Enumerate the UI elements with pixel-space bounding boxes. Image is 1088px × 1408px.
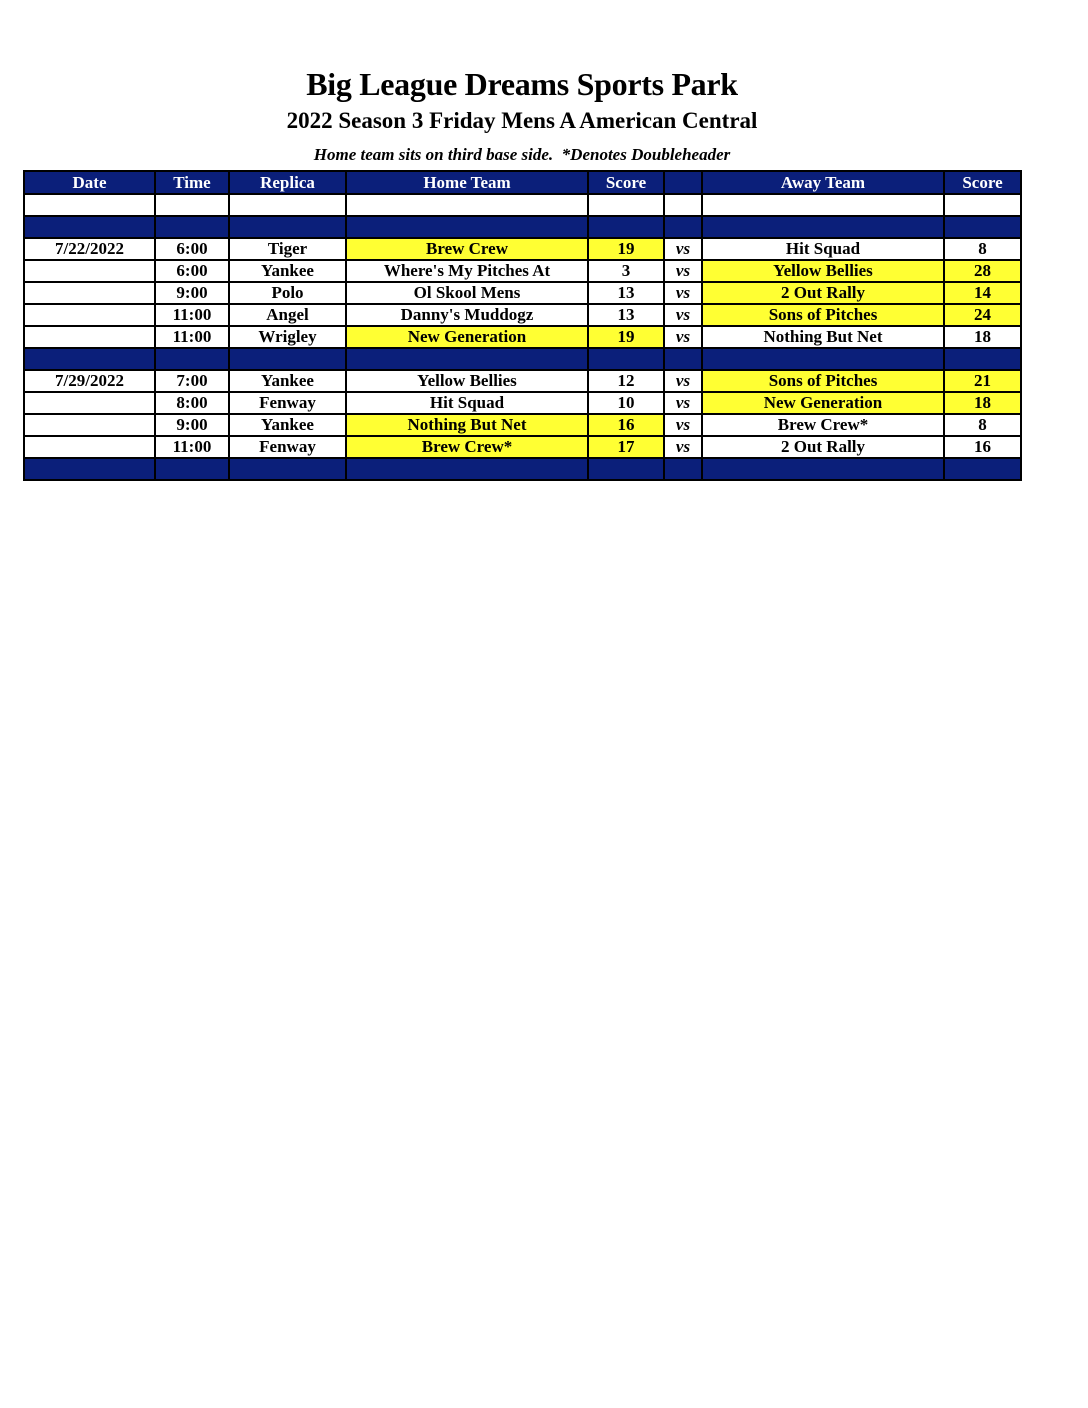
away-score: 28	[944, 260, 1021, 282]
away-team: Sons of Pitches	[702, 304, 944, 326]
blank-cell	[588, 194, 664, 216]
home-team: Nothing But Net	[346, 414, 588, 436]
game-date	[24, 414, 155, 436]
band-cell	[229, 458, 346, 480]
home-score: 13	[588, 304, 664, 326]
column-header-replica: Replica	[229, 171, 346, 194]
game-replica: Yankee	[229, 260, 346, 282]
away-team: Sons of Pitches	[702, 370, 944, 392]
game-replica: Wrigley	[229, 326, 346, 348]
column-header-away-score: Score	[944, 171, 1021, 194]
blank-cell	[944, 194, 1021, 216]
away-team: Nothing But Net	[702, 326, 944, 348]
column-header-away-team: Away Team	[702, 171, 944, 194]
home-team: Hit Squad	[346, 392, 588, 414]
away-team: 2 Out Rally	[702, 436, 944, 458]
game-time: 11:00	[155, 304, 229, 326]
game-row	[24, 436, 1021, 458]
away-team: Yellow Bellies	[702, 260, 944, 282]
game-date	[24, 392, 155, 414]
band-cell	[155, 216, 229, 238]
band-cell	[229, 216, 346, 238]
home-score: 3	[588, 260, 664, 282]
game-replica: Polo	[229, 282, 346, 304]
home-score: 19	[588, 238, 664, 260]
separator-row	[24, 458, 1021, 480]
band-cell	[588, 348, 664, 370]
game-replica: Angel	[229, 304, 346, 326]
band-cell	[588, 216, 664, 238]
vs-label: vs	[664, 238, 702, 260]
column-header-time: Time	[155, 171, 229, 194]
home-score: 16	[588, 414, 664, 436]
band-cell	[24, 348, 155, 370]
away-score: 21	[944, 370, 1021, 392]
vs-label: vs	[664, 304, 702, 326]
game-row	[24, 304, 1021, 326]
game-time: 8:00	[155, 392, 229, 414]
away-score: 18	[944, 392, 1021, 414]
home-score: 17	[588, 436, 664, 458]
away-team: 2 Out Rally	[702, 282, 944, 304]
blank-cell	[664, 194, 702, 216]
blank-cell	[346, 194, 588, 216]
game-row	[24, 326, 1021, 348]
home-team: New Generation	[346, 326, 588, 348]
column-header-vs	[664, 171, 702, 194]
game-time: 7:00	[155, 370, 229, 392]
page-title: Big League Dreams Sports Park	[306, 66, 738, 102]
band-cell	[346, 348, 588, 370]
column-header-home-score: Score	[588, 171, 664, 194]
home-score: 10	[588, 392, 664, 414]
band-cell	[155, 458, 229, 480]
blank-cell	[155, 194, 229, 216]
away-team: New Generation	[702, 392, 944, 414]
game-date: 7/29/2022	[24, 370, 155, 392]
vs-label: vs	[664, 414, 702, 436]
game-date: 7/22/2022	[24, 238, 155, 260]
home-score: 13	[588, 282, 664, 304]
vs-label: vs	[664, 436, 702, 458]
blank-cell	[229, 194, 346, 216]
away-score: 24	[944, 304, 1021, 326]
band-cell	[664, 216, 702, 238]
band-cell	[664, 458, 702, 480]
game-time: 6:00	[155, 238, 229, 260]
game-date	[24, 304, 155, 326]
band-cell	[702, 458, 944, 480]
game-row	[24, 238, 1021, 260]
schedule-note: Home team sits on third base side. *Denotes Doubleheader	[313, 145, 731, 164]
band-cell	[24, 458, 155, 480]
game-time: 9:00	[155, 414, 229, 436]
vs-label: vs	[664, 282, 702, 304]
band-cell	[702, 348, 944, 370]
away-score: 18	[944, 326, 1021, 348]
home-team: Ol Skool Mens	[346, 282, 588, 304]
home-score: 19	[588, 326, 664, 348]
game-time: 11:00	[155, 326, 229, 348]
game-row	[24, 414, 1021, 436]
separator-row	[24, 216, 1021, 238]
game-row	[24, 282, 1021, 304]
blank-row	[24, 194, 1021, 216]
game-time: 9:00	[155, 282, 229, 304]
away-score: 14	[944, 282, 1021, 304]
game-row	[24, 392, 1021, 414]
column-header-row	[24, 171, 1021, 194]
page-subtitle: 2022 Season 3 Friday Mens A American Central	[286, 108, 758, 133]
away-score: 8	[944, 238, 1021, 260]
home-team: Brew Crew*	[346, 436, 588, 458]
game-row	[24, 260, 1021, 282]
home-score: 12	[588, 370, 664, 392]
game-time: 6:00	[155, 260, 229, 282]
away-team: Brew Crew*	[702, 414, 944, 436]
band-cell	[229, 348, 346, 370]
schedule-table	[23, 170, 1022, 481]
band-cell	[155, 348, 229, 370]
game-date	[24, 260, 155, 282]
home-team: Where's My Pitches At	[346, 260, 588, 282]
band-cell	[944, 216, 1021, 238]
home-team: Danny's Muddogz	[346, 304, 588, 326]
game-date	[24, 436, 155, 458]
blank-cell	[24, 194, 155, 216]
game-replica: Yankee	[229, 370, 346, 392]
band-cell	[702, 216, 944, 238]
away-team: Hit Squad	[702, 238, 944, 260]
band-cell	[944, 348, 1021, 370]
blank-cell	[702, 194, 944, 216]
band-cell	[944, 458, 1021, 480]
away-score: 16	[944, 436, 1021, 458]
away-score: 8	[944, 414, 1021, 436]
vs-label: vs	[664, 326, 702, 348]
vs-label: vs	[664, 260, 702, 282]
game-time: 11:00	[155, 436, 229, 458]
separator-row	[24, 348, 1021, 370]
game-row	[24, 370, 1021, 392]
game-replica: Fenway	[229, 436, 346, 458]
home-team: Yellow Bellies	[346, 370, 588, 392]
band-cell	[346, 216, 588, 238]
vs-label: vs	[664, 392, 702, 414]
game-replica: Fenway	[229, 392, 346, 414]
band-cell	[346, 458, 588, 480]
band-cell	[588, 458, 664, 480]
game-replica: Tiger	[229, 238, 346, 260]
game-date	[24, 326, 155, 348]
home-team: Brew Crew	[346, 238, 588, 260]
band-cell	[24, 216, 155, 238]
game-replica: Yankee	[229, 414, 346, 436]
game-date	[24, 282, 155, 304]
vs-label: vs	[664, 370, 702, 392]
band-cell	[664, 348, 702, 370]
column-header-home-team: Home Team	[346, 171, 588, 194]
column-header-date: Date	[24, 171, 155, 194]
